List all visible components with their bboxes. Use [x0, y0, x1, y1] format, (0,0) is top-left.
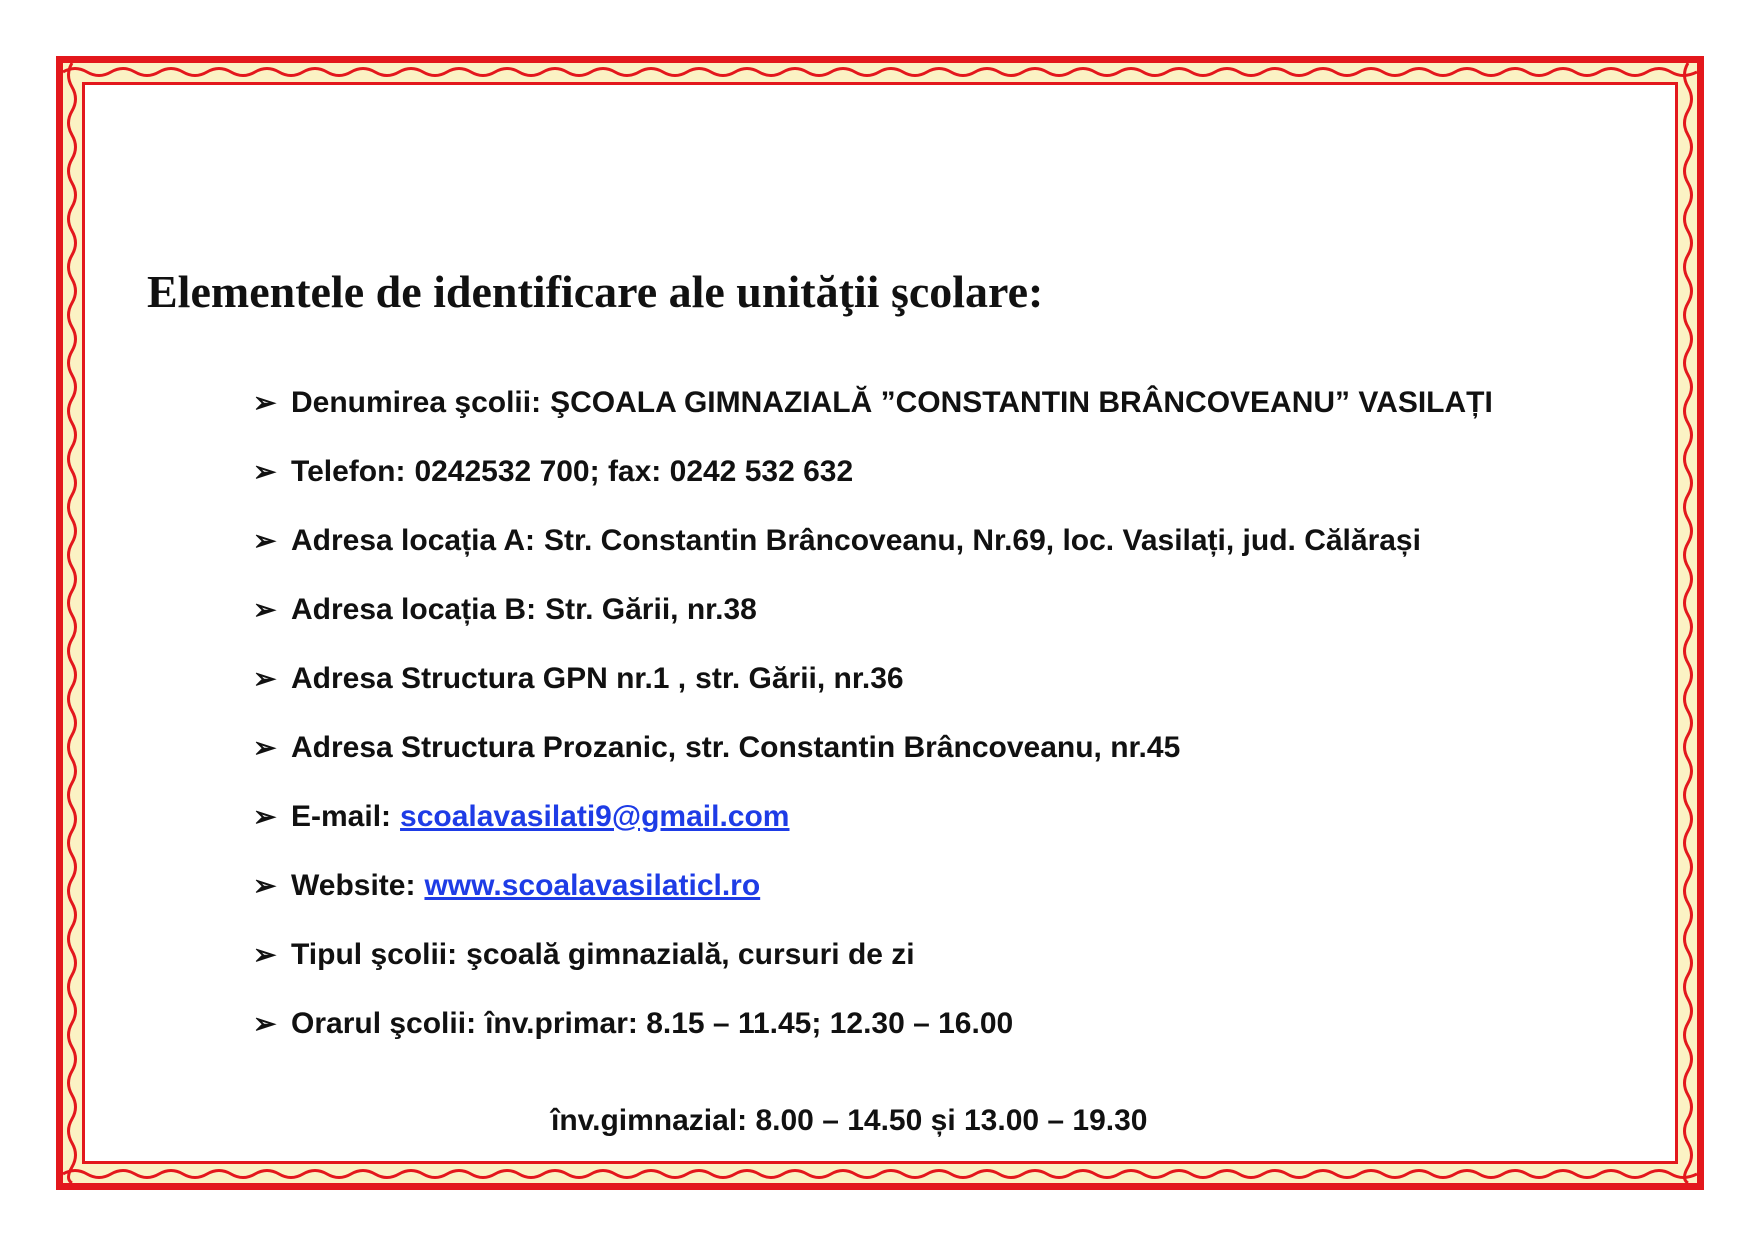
item-label: Adresa Structura GPN nr.1 , [291, 661, 687, 695]
schedule-secondary: înv.gimnazial: 8.00 – 14.50 și 13.00 – 19.30 [551, 1103, 1148, 1137]
item-label: Adresa locația A: [291, 523, 535, 557]
email-link[interactable]: scoalavasilati9@gmail.com [400, 799, 790, 833]
item-label: Adresa Structura Prozanic, [291, 730, 677, 764]
phone-fax: 0242532 700; fax: 0242 532 632 [414, 454, 854, 488]
list-item [253, 644, 1493, 713]
item-label: Adresa locația B: [291, 592, 537, 626]
list-item [253, 782, 1493, 851]
schedule-primary: înv.primar: 8.15 – 11.45; 12.30 – 16.00 [485, 1006, 1014, 1040]
decorative-border [56, 56, 1704, 1190]
list-item [253, 368, 1493, 437]
school-name: ŞCOALA GIMNAZIALĂ ”CONSTANTIN BRÂNCOVEANU” VASILAȚI [550, 385, 1493, 419]
identification-list [253, 368, 1493, 1058]
item-label: Tipul şcolii: [291, 937, 458, 971]
arrowhead-bullet-icon: ➢ [253, 801, 277, 832]
arrowhead-bullet-icon: ➢ [253, 939, 277, 970]
arrowhead-bullet-icon: ➢ [253, 870, 277, 901]
address-b: Str. Gării, nr.38 [545, 592, 757, 626]
address-gpn: str. Gării, nr.36 [695, 661, 904, 695]
arrowhead-bullet-icon: ➢ [253, 525, 277, 556]
school-type: şcoală gimnazială, cursuri de zi [466, 937, 915, 971]
list-item [253, 989, 1493, 1058]
page-title: Elementele de identificare ale unităţii şcolare: [147, 266, 1044, 317]
list-item [253, 713, 1493, 782]
arrowhead-bullet-icon: ➢ [253, 663, 277, 694]
list-item [253, 575, 1493, 644]
item-label: Telefon: [291, 454, 406, 488]
list-item [253, 437, 1493, 506]
list-item [253, 506, 1493, 575]
item-label: E-mail: [291, 799, 392, 833]
item-label: Denumirea şcolii: [291, 385, 542, 419]
arrowhead-bullet-icon: ➢ [253, 594, 277, 625]
document-page [82, 82, 1678, 1164]
website-link[interactable]: www.scoalavasilaticl.ro [424, 868, 761, 902]
arrowhead-bullet-icon: ➢ [253, 732, 277, 763]
item-label: Orarul şcolii: [291, 1006, 477, 1040]
item-label: Website: [291, 868, 416, 902]
list-item [253, 851, 1493, 920]
list-item [253, 920, 1493, 989]
arrowhead-bullet-icon: ➢ [253, 1008, 277, 1039]
address-prozanic: str. Constantin Brâncoveanu, nr.45 [685, 730, 1181, 764]
address-a: Str. Constantin Brâncoveanu, Nr.69, loc. Vasilați, jud. Călărași [543, 523, 1421, 557]
arrowhead-bullet-icon: ➢ [253, 387, 277, 418]
arrowhead-bullet-icon: ➢ [253, 456, 277, 487]
